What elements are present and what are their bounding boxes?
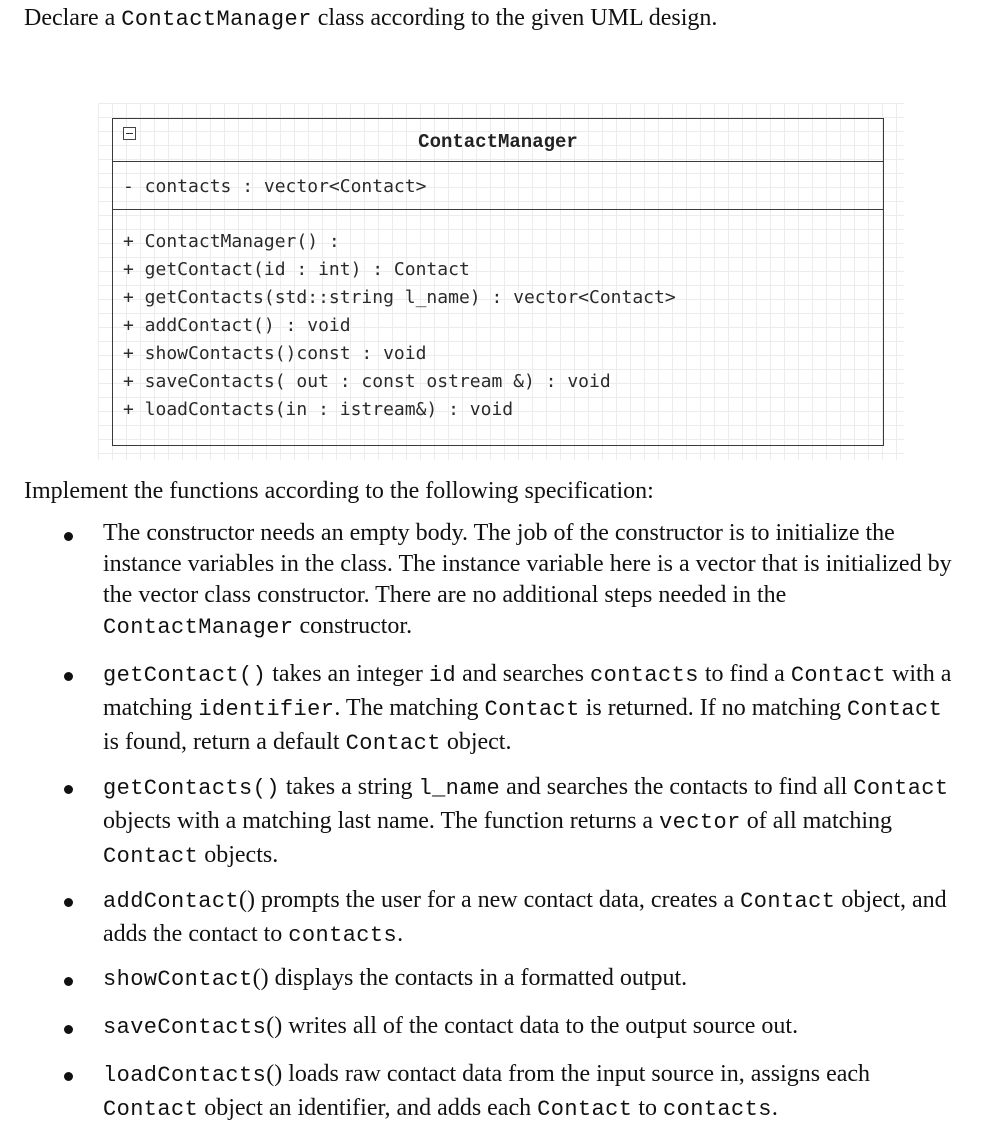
code: vector — [659, 810, 741, 835]
list-item-text — [103, 963, 963, 995]
text: () writes all of the contact data to the output source out. — [266, 1013, 799, 1039]
text: of all matching — [740, 808, 892, 834]
code: getContacts() — [103, 776, 280, 801]
code: getContact() — [103, 663, 267, 688]
code: Contact — [853, 776, 949, 801]
page-title — [24, 3, 717, 35]
text: The constructor needs an empty body. The job of the constructor is to initialize the instance variables in the class. The instance variable here is a vector that is initialized by the vector class constructor. There are no additional steps needed in the — [103, 520, 952, 608]
list-item-text — [103, 771, 963, 873]
code: contacts — [590, 663, 699, 688]
text: () prompts the user for a new contact data, creates a — [239, 887, 741, 913]
code: addContact — [103, 889, 240, 914]
section-heading: Implement the functions according to the following specification: — [24, 478, 654, 504]
code: Contact — [103, 1097, 199, 1122]
code: l_name — [418, 776, 501, 801]
title-text: Declare a — [24, 5, 122, 31]
uml-divider — [113, 161, 883, 162]
uml-operation: + showContacts()const : void — [123, 343, 427, 364]
code: contacts — [288, 923, 398, 948]
bullet-icon — [64, 1072, 73, 1081]
bullet-icon — [64, 532, 73, 541]
uml-operation: + ContactManager() : — [123, 231, 340, 252]
code: Contact — [740, 889, 836, 914]
bullet-icon — [64, 1025, 73, 1034]
text: . The matching — [334, 695, 485, 721]
code: Contact — [790, 663, 887, 688]
list-item-text — [103, 1011, 963, 1043]
text: () loads raw contact data from the input source in, assigns each — [266, 1061, 871, 1087]
code: showContact — [103, 967, 253, 992]
code: Contact — [537, 1097, 633, 1122]
uml-class-name: ContactManager — [418, 131, 578, 153]
text: to — [632, 1095, 664, 1121]
text: is found, return a default — [103, 729, 346, 755]
code: ContactManager — [103, 615, 294, 640]
list-item-text — [103, 518, 963, 643]
code: loadContacts — [103, 1063, 267, 1088]
code: contacts — [663, 1097, 772, 1122]
bullet-icon — [64, 898, 73, 907]
text: constructor. — [293, 613, 413, 639]
text: object, and adds the contact to — [103, 887, 947, 947]
text: object. — [440, 729, 512, 755]
bullet-icon — [64, 672, 73, 681]
text: objects with a matching last name. The function returns a — [103, 808, 660, 834]
text: and searches — [456, 661, 590, 687]
code: saveContacts — [103, 1015, 267, 1040]
uml-class-box — [112, 118, 884, 446]
code: Contact — [345, 731, 441, 756]
uml-operation: + getContacts(std::string l_name) : vector<Contact> — [123, 287, 676, 308]
uml-operation: + addContact() : void — [123, 315, 351, 336]
uml-attribute: - contacts : vector<Contact> — [123, 176, 427, 197]
list-item-text — [103, 884, 963, 952]
text: object an identifier, and adds each — [198, 1095, 538, 1121]
title-code: ContactManager — [121, 7, 312, 32]
bullet-icon — [64, 785, 73, 794]
text: . — [397, 921, 404, 947]
bullet-icon — [64, 977, 73, 986]
code: id — [428, 663, 457, 688]
title-text-rest: class according to the given UML design. — [311, 5, 718, 31]
code: identifier — [198, 697, 335, 722]
uml-divider — [113, 209, 883, 210]
text: is returned. If no matching — [579, 695, 848, 721]
text: objects. — [198, 842, 279, 868]
uml-operation: + getContact(id : int) : Contact — [123, 259, 470, 280]
list-item-text — [103, 658, 963, 760]
code: Contact — [103, 844, 199, 869]
uml-operation: + loadContacts(in : istream&) : void — [123, 399, 514, 420]
list-item-text — [103, 1058, 963, 1126]
text: () displays the contacts in a formatted output. — [252, 965, 688, 991]
text: to find a — [698, 661, 791, 687]
code: Contact — [484, 697, 580, 722]
text: takes a string — [279, 774, 419, 800]
code: Contact — [847, 697, 943, 722]
text: with a matching — [103, 661, 952, 721]
text: and searches the contacts to find all — [500, 774, 854, 800]
text: takes an integer — [266, 661, 429, 687]
uml-operation: + saveContacts( out : const ostream &) : void — [123, 371, 611, 392]
text: . — [771, 1095, 778, 1121]
